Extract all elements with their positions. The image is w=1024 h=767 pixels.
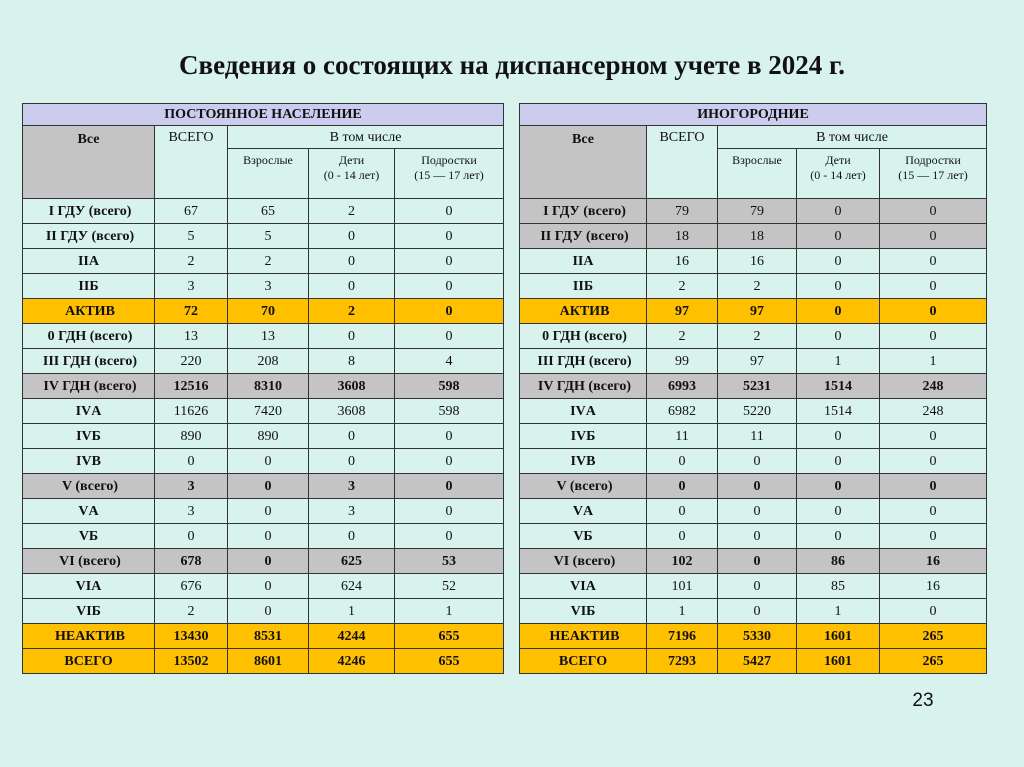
row-label: ВСЕГО (520, 649, 647, 674)
cell-total: 676 (155, 574, 228, 599)
cell-children: 0 (797, 224, 880, 249)
cell-adults: 0 (718, 549, 797, 574)
row-label: IIА (520, 249, 647, 274)
table-row (520, 274, 987, 299)
cell-children: 2 (309, 299, 395, 324)
table-row (520, 624, 987, 649)
cell-total: 890 (155, 424, 228, 449)
cell-teens: 0 (880, 324, 987, 349)
cell-teens: 0 (395, 474, 504, 499)
cell-teens: 0 (880, 274, 987, 299)
cell-teens: 0 (395, 449, 504, 474)
cell-children: 3608 (309, 374, 395, 399)
cell-children: 1514 (797, 374, 880, 399)
cell-children: 0 (797, 274, 880, 299)
cell-teens: 598 (395, 399, 504, 424)
cell-teens: 0 (880, 299, 987, 324)
cell-adults: 3 (228, 274, 309, 299)
cell-children: 0 (309, 449, 395, 474)
cell-adults: 0 (228, 549, 309, 574)
cell-teens: 0 (395, 199, 504, 224)
row-label: VБ (520, 524, 647, 549)
cell-teens: 0 (880, 199, 987, 224)
cell-total: 0 (155, 449, 228, 474)
cell-total: 11626 (155, 399, 228, 424)
cell-total: 2 (155, 599, 228, 624)
table-row (23, 624, 504, 649)
cell-children: 3608 (309, 399, 395, 424)
cell-children: 3 (309, 499, 395, 524)
row-label: АКТИВ (520, 299, 647, 324)
table-row (23, 274, 504, 299)
cell-total: 2 (155, 249, 228, 274)
row-label: VI (всего) (520, 549, 647, 574)
row-label: VБ (23, 524, 155, 549)
cell-children: 1 (797, 349, 880, 374)
resident-population-table (22, 103, 504, 674)
cell-adults: 97 (718, 349, 797, 374)
row-label: ВСЕГО (23, 649, 155, 674)
cell-children: 0 (309, 424, 395, 449)
cell-children: 0 (797, 524, 880, 549)
cell-total: 2 (647, 324, 718, 349)
cell-adults: 0 (718, 574, 797, 599)
table-row (520, 349, 987, 374)
cell-teens: 0 (395, 499, 504, 524)
cell-total: 3 (155, 499, 228, 524)
cell-children: 1601 (797, 624, 880, 649)
column-header-teens: Подростки (15 — 17 лет) (880, 149, 987, 199)
cell-total: 220 (155, 349, 228, 374)
table-row (23, 549, 504, 574)
table-row (23, 324, 504, 349)
cell-teens: 0 (395, 524, 504, 549)
cell-children: 1514 (797, 399, 880, 424)
table-row (520, 399, 987, 424)
cell-children: 86 (797, 549, 880, 574)
table-row (520, 199, 987, 224)
cell-total: 11 (647, 424, 718, 449)
row-label: IVВ (23, 449, 155, 474)
table-row (520, 424, 987, 449)
table-row (23, 199, 504, 224)
cell-children: 85 (797, 574, 880, 599)
table-row (520, 574, 987, 599)
cell-teens: 0 (880, 424, 987, 449)
cell-adults: 8601 (228, 649, 309, 674)
row-label: АКТИВ (23, 299, 155, 324)
cell-children: 0 (797, 199, 880, 224)
cell-children: 0 (309, 224, 395, 249)
cell-total: 6993 (647, 374, 718, 399)
cell-children: 0 (797, 474, 880, 499)
row-label: VА (520, 499, 647, 524)
table-row (23, 449, 504, 474)
cell-teens: 248 (880, 374, 987, 399)
row-label: III ГДН (всего) (520, 349, 647, 374)
cell-children: 0 (797, 424, 880, 449)
cell-teens: 52 (395, 574, 504, 599)
cell-adults: 0 (718, 499, 797, 524)
cell-teens: 0 (880, 249, 987, 274)
table-row (23, 399, 504, 424)
table-row (23, 474, 504, 499)
section-title: ПОСТОЯННОЕ НАСЕЛЕНИЕ (23, 104, 504, 126)
cell-total: 6982 (647, 399, 718, 424)
cell-teens: 4 (395, 349, 504, 374)
cell-teens: 0 (880, 524, 987, 549)
page-number: 23 (912, 690, 934, 711)
row-label: II ГДУ (всего) (520, 224, 647, 249)
cell-total: 5 (155, 224, 228, 249)
cell-children: 0 (797, 299, 880, 324)
cell-children: 0 (309, 524, 395, 549)
table-row (520, 249, 987, 274)
row-label: 0 ГДН (всего) (520, 324, 647, 349)
row-label: VIБ (520, 599, 647, 624)
cell-children: 1 (309, 599, 395, 624)
row-label: IVА (23, 399, 155, 424)
row-label: VА (23, 499, 155, 524)
cell-teens: 0 (880, 474, 987, 499)
table-row (520, 524, 987, 549)
row-label: I ГДУ (всего) (520, 199, 647, 224)
row-label: IIБ (23, 274, 155, 299)
cell-adults: 70 (228, 299, 309, 324)
cell-children: 624 (309, 574, 395, 599)
cell-total: 2 (647, 274, 718, 299)
cell-adults: 97 (718, 299, 797, 324)
row-label: I ГДУ (всего) (23, 199, 155, 224)
cell-children: 0 (797, 499, 880, 524)
cell-teens: 248 (880, 399, 987, 424)
cell-teens: 598 (395, 374, 504, 399)
cell-adults: 0 (228, 524, 309, 549)
cell-teens: 655 (395, 649, 504, 674)
cell-total: 79 (647, 199, 718, 224)
table-row (23, 349, 504, 374)
table-row (23, 424, 504, 449)
cell-children: 0 (797, 249, 880, 274)
cell-children: 0 (797, 324, 880, 349)
cell-adults: 0 (718, 449, 797, 474)
cell-adults: 2 (228, 249, 309, 274)
cell-total: 18 (647, 224, 718, 249)
cell-adults: 0 (718, 474, 797, 499)
row-label: IVА (520, 399, 647, 424)
cell-total: 7196 (647, 624, 718, 649)
cell-teens: 0 (395, 249, 504, 274)
cell-children: 0 (309, 274, 395, 299)
table-row (520, 549, 987, 574)
column-header-all: Все (23, 126, 155, 199)
cell-children: 625 (309, 549, 395, 574)
cell-adults: 5330 (718, 624, 797, 649)
cell-adults: 0 (228, 599, 309, 624)
cell-teens: 0 (395, 424, 504, 449)
cell-total: 16 (647, 249, 718, 274)
row-label: IIА (23, 249, 155, 274)
cell-total: 0 (647, 524, 718, 549)
cell-adults: 0 (718, 524, 797, 549)
cell-adults: 7420 (228, 399, 309, 424)
cell-teens: 265 (880, 649, 987, 674)
cell-children: 4246 (309, 649, 395, 674)
cell-teens: 0 (395, 299, 504, 324)
cell-teens: 0 (395, 324, 504, 349)
cell-adults: 5 (228, 224, 309, 249)
cell-adults: 18 (718, 224, 797, 249)
row-label: НЕАКТИВ (520, 624, 647, 649)
cell-teens: 53 (395, 549, 504, 574)
cell-total: 7293 (647, 649, 718, 674)
cell-children: 0 (309, 324, 395, 349)
cell-teens: 1 (395, 599, 504, 624)
row-label: IV ГДН (всего) (23, 374, 155, 399)
cell-teens: 0 (880, 449, 987, 474)
table-row (23, 249, 504, 274)
cell-children: 0 (309, 249, 395, 274)
table-row (520, 374, 987, 399)
cell-total: 72 (155, 299, 228, 324)
section-title: ИНОГОРОДНИЕ (520, 104, 987, 126)
cell-adults: 208 (228, 349, 309, 374)
table-row (23, 224, 504, 249)
cell-adults: 0 (228, 499, 309, 524)
table-row (520, 599, 987, 624)
column-header-adults: Взрослые (228, 149, 309, 199)
row-label: VI (всего) (23, 549, 155, 574)
table-row (520, 499, 987, 524)
cell-teens: 0 (880, 499, 987, 524)
cell-total: 1 (647, 599, 718, 624)
cell-adults: 8310 (228, 374, 309, 399)
column-header-adults: Взрослые (718, 149, 797, 199)
row-label: V (всего) (520, 474, 647, 499)
row-label: IVБ (23, 424, 155, 449)
cell-total: 3 (155, 474, 228, 499)
table-row (23, 524, 504, 549)
cell-children: 2 (309, 199, 395, 224)
row-label: V (всего) (23, 474, 155, 499)
cell-adults: 2 (718, 324, 797, 349)
table-row (520, 649, 987, 674)
cell-adults: 0 (228, 574, 309, 599)
cell-teens: 655 (395, 624, 504, 649)
row-label: VIБ (23, 599, 155, 624)
cell-total: 678 (155, 549, 228, 574)
column-header-children: Дети (0 - 14 лет) (309, 149, 395, 199)
column-header-all: Все (520, 126, 647, 199)
cell-adults: 16 (718, 249, 797, 274)
cell-total: 99 (647, 349, 718, 374)
cell-teens: 16 (880, 574, 987, 599)
row-label: II ГДУ (всего) (23, 224, 155, 249)
column-header-total: ВСЕГО (155, 126, 228, 199)
row-label: IVБ (520, 424, 647, 449)
cell-total: 0 (647, 449, 718, 474)
row-label: IIБ (520, 274, 647, 299)
cell-adults: 5231 (718, 374, 797, 399)
cell-children: 4244 (309, 624, 395, 649)
cell-children: 8 (309, 349, 395, 374)
cell-adults: 2 (718, 274, 797, 299)
row-label: IVВ (520, 449, 647, 474)
cell-adults: 0 (228, 474, 309, 499)
cell-teens: 0 (880, 224, 987, 249)
cell-total: 12516 (155, 374, 228, 399)
cell-teens: 265 (880, 624, 987, 649)
column-header-including: В том числе (228, 126, 504, 149)
cell-children: 1601 (797, 649, 880, 674)
cell-adults: 65 (228, 199, 309, 224)
column-header-teens: Подростки (15 — 17 лет) (395, 149, 504, 199)
table-row (23, 299, 504, 324)
row-label: 0 ГДН (всего) (23, 324, 155, 349)
cell-total: 101 (647, 574, 718, 599)
table-row (520, 474, 987, 499)
row-label: НЕАКТИВ (23, 624, 155, 649)
cell-teens: 0 (395, 224, 504, 249)
column-header-total: ВСЕГО (647, 126, 718, 199)
cell-adults: 8531 (228, 624, 309, 649)
cell-total: 13 (155, 324, 228, 349)
cell-adults: 0 (228, 449, 309, 474)
cell-total: 13430 (155, 624, 228, 649)
cell-adults: 79 (718, 199, 797, 224)
cell-total: 0 (647, 499, 718, 524)
nonresident-population-table (519, 103, 987, 674)
cell-total: 97 (647, 299, 718, 324)
table-row (520, 449, 987, 474)
table-row (23, 374, 504, 399)
cell-children: 3 (309, 474, 395, 499)
table-row (520, 299, 987, 324)
cell-total: 13502 (155, 649, 228, 674)
table-row (23, 649, 504, 674)
table-row (23, 574, 504, 599)
cell-total: 3 (155, 274, 228, 299)
cell-adults: 5427 (718, 649, 797, 674)
cell-teens: 16 (880, 549, 987, 574)
table-row (520, 224, 987, 249)
cell-teens: 0 (880, 599, 987, 624)
table-row (520, 324, 987, 349)
cell-total: 0 (155, 524, 228, 549)
cell-total: 102 (647, 549, 718, 574)
cell-teens: 0 (395, 274, 504, 299)
row-label: IV ГДН (всего) (520, 374, 647, 399)
column-header-including: В том числе (718, 126, 987, 149)
table-row (23, 499, 504, 524)
table-row (23, 599, 504, 624)
cell-adults: 13 (228, 324, 309, 349)
cell-adults: 890 (228, 424, 309, 449)
cell-children: 0 (797, 449, 880, 474)
cell-total: 67 (155, 199, 228, 224)
row-label: III ГДН (всего) (23, 349, 155, 374)
cell-total: 0 (647, 474, 718, 499)
cell-children: 1 (797, 599, 880, 624)
column-header-children: Дети (0 - 14 лет) (797, 149, 880, 199)
cell-teens: 1 (880, 349, 987, 374)
cell-adults: 5220 (718, 399, 797, 424)
row-label: VIА (520, 574, 647, 599)
page-title: Сведения о состоящих на диспансерном учете в 2024 г. (178, 50, 845, 80)
cell-adults: 11 (718, 424, 797, 449)
row-label: VIА (23, 574, 155, 599)
cell-adults: 0 (718, 599, 797, 624)
